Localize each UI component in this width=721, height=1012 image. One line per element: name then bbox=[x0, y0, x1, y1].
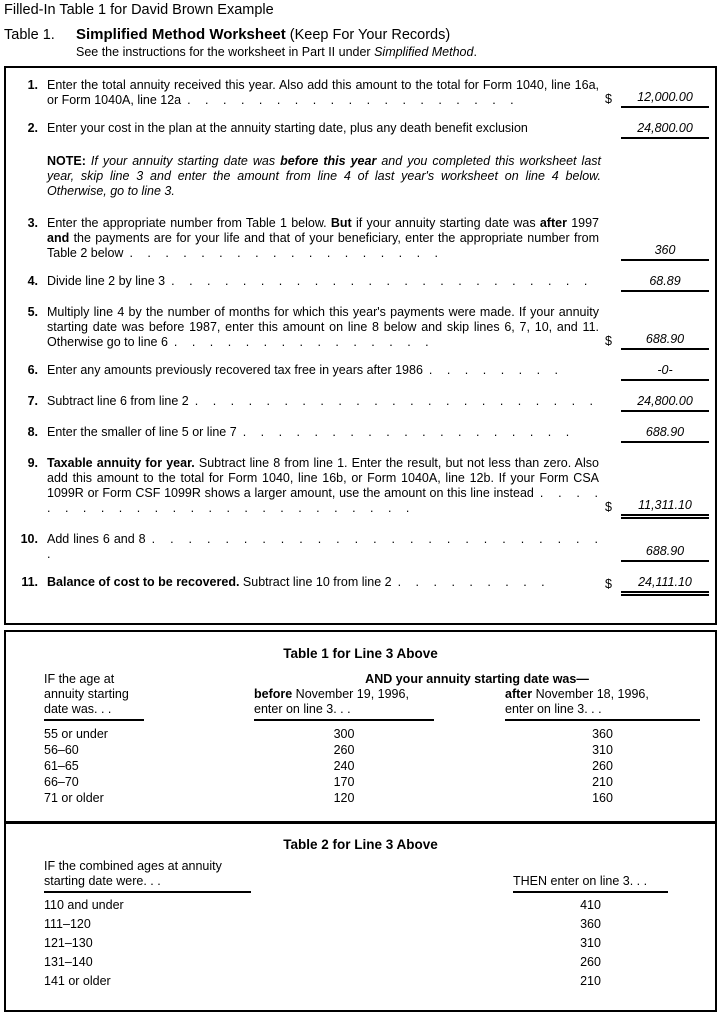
worksheet-subtitle: See the instructions for the worksheet in Part II under Simplified Method. bbox=[76, 45, 477, 59]
line-number: 8. bbox=[27, 425, 38, 439]
dot-leader: . . . . . . . . . . . . . . . . . . . bbox=[242, 425, 571, 439]
table2-row bbox=[6, 954, 715, 973]
line-text: Enter the smaller of line 5 or line 7 . . . . . . . . . . . . . . . . . . . bbox=[47, 425, 571, 439]
before-value-cell: 300 bbox=[333, 727, 355, 741]
line-text: Taxable annuity for year. Subtract line 8 from line 1. Enter the result, but not less than zero. Also add this amount to the total for Form 1040, line 16b, or Form 1040A, line 12b. If your Form CSA 1099R or Form CSF 1099R shows a larger amount, use the amount on this line instead . . . . . . . . . . . . . . . . . . . . . . . . . bbox=[47, 456, 599, 515]
line-amount bbox=[605, 332, 709, 350]
worksheet-line-9 bbox=[14, 456, 709, 516]
ages-cell: 111–120 bbox=[44, 917, 91, 931]
line-number: 11. bbox=[21, 575, 38, 589]
age-cell: 66–70 bbox=[44, 775, 79, 789]
table2-row bbox=[6, 916, 715, 935]
line3-value-cell: 260 bbox=[580, 955, 601, 969]
dot-leader: . . . . . . . . . . . . . . . . . . . . . . . bbox=[194, 394, 595, 408]
note-text: NOTE: If your annuity starting date was before this year and you completed this worksheet last year, skip line 3 and enter the amount from line 4 of last year's worksheet on line 4 below. Otherwise, go to line 3. bbox=[47, 154, 601, 198]
line-number bbox=[14, 154, 38, 199]
line-text: Add lines 6 and 8 . . . . . . . . . . . . . . . . . . . . . . . . . . bbox=[47, 532, 599, 561]
worksheet-line-10 bbox=[14, 532, 709, 562]
worksheet-line-8 bbox=[14, 425, 709, 443]
table2-rows bbox=[6, 897, 715, 992]
dot-leader: . . . . . . . . . . . . . . . . . . . . . . . . . . bbox=[47, 532, 599, 561]
line-amount bbox=[605, 363, 709, 381]
amount-value: 688.90 bbox=[645, 332, 685, 346]
after-value-cell: 260 bbox=[592, 759, 613, 773]
dollar-sign bbox=[605, 291, 621, 292]
amount-value: 12,000.00 bbox=[637, 90, 693, 104]
page-title: Filled-In Table 1 for David Brown Example bbox=[4, 2, 274, 18]
worksheet-line-3 bbox=[14, 216, 709, 261]
line3-value-cell: 410 bbox=[580, 898, 601, 912]
dot-leader: . . . . . . . . . . . . . . . . . . . bbox=[187, 93, 515, 107]
amount-underline bbox=[621, 90, 709, 108]
worksheet-line-11 bbox=[14, 575, 709, 593]
dollar-sign: $ bbox=[605, 577, 612, 591]
dollar-sign bbox=[605, 138, 621, 139]
line-amount bbox=[605, 544, 709, 562]
dollar-sign bbox=[605, 561, 621, 562]
left-header-underline: date was. . . bbox=[44, 702, 144, 721]
age-cell: 55 or under bbox=[44, 727, 108, 741]
amount-underline bbox=[621, 498, 709, 516]
before-value-cell: 170 bbox=[333, 775, 355, 789]
dollar-sign: $ bbox=[605, 334, 612, 348]
line-text: Subtract line 6 from line 2 . . . . . . . . . . . . . . . . . . . . . . . bbox=[47, 394, 595, 408]
age-cell: 71 or older bbox=[44, 791, 104, 805]
line-number: 7. bbox=[27, 394, 38, 408]
line-number: 3. bbox=[27, 216, 38, 230]
amount-value: 24,800.00 bbox=[637, 121, 693, 135]
table2-left-header: IF the combined ages at annuity starting date were. . . bbox=[44, 859, 513, 893]
table1-left-header: IF the age at annuity starting date was. . . bbox=[44, 672, 254, 721]
worksheet-line-7 bbox=[14, 394, 709, 412]
amount-underline bbox=[621, 425, 709, 443]
line-amount bbox=[605, 243, 709, 261]
worksheet-line-6 bbox=[14, 363, 709, 381]
table1-right-header bbox=[254, 672, 700, 721]
left-header-underline: starting date were. . . bbox=[44, 874, 251, 893]
dot-leader: . . . . . . . . . . . . . . . . . . . . . . . . bbox=[171, 274, 589, 288]
line-amount bbox=[605, 498, 709, 516]
worksheet-line-1 bbox=[14, 78, 709, 108]
table1-header bbox=[6, 672, 715, 721]
amount-underline bbox=[621, 363, 709, 381]
dot-leader: . . . . . . . . . bbox=[397, 575, 546, 589]
amount-value: 68.89 bbox=[649, 274, 681, 288]
ages-cell: 110 and under bbox=[44, 898, 124, 912]
age-cell: 61–65 bbox=[44, 759, 79, 773]
after-value-cell: 360 bbox=[592, 727, 613, 741]
amount-value: 688.90 bbox=[645, 425, 685, 439]
table2-row bbox=[6, 897, 715, 916]
dollar-sign bbox=[605, 260, 621, 261]
line-text: Divide line 2 by line 3 . . . . . . . . . . . . . . . . . . . . . . . . bbox=[47, 274, 589, 288]
line-amount bbox=[605, 90, 709, 108]
table2-title: Table 2 for Line 3 Above bbox=[283, 837, 438, 852]
table1-before-header: before November 19, 1996, enter on line 3. . . bbox=[254, 687, 434, 721]
line-number: 4. bbox=[27, 274, 38, 288]
before-value-cell: 240 bbox=[333, 759, 355, 773]
table1-rows bbox=[6, 726, 715, 806]
worksheet-note bbox=[14, 154, 709, 199]
amount-value: 360 bbox=[654, 243, 676, 257]
dot-leader: . . . . . . . . bbox=[428, 363, 559, 377]
table1-title: Table 1 for Line 3 Above bbox=[283, 646, 438, 661]
amount-value: 688.90 bbox=[645, 544, 685, 558]
worksheet-title: Simplified Method Worksheet bbox=[76, 26, 286, 43]
table-label: Table 1. bbox=[4, 27, 55, 43]
table1-span-header: AND your annuity starting date was— bbox=[365, 672, 589, 686]
amount-underline bbox=[621, 243, 709, 261]
amount-underline bbox=[621, 575, 709, 593]
table2-row bbox=[6, 935, 715, 954]
dollar-sign: $ bbox=[605, 92, 612, 106]
after-value-cell: 210 bbox=[592, 775, 613, 789]
worksheet-caption bbox=[4, 26, 717, 60]
line-text: Multiply line 4 by the number of months for which this year's payments were made. If your annuity starting date was before 1987, enter this amount on line 8 below and skip lines 6, 7, 10, and 11. Otherwise go to line 6 . . . . . . . . . . . . . . . bbox=[47, 305, 599, 349]
line-amount bbox=[605, 121, 709, 139]
table2-section bbox=[6, 824, 715, 1010]
amount-underline bbox=[621, 332, 709, 350]
line-text: Balance of cost to be recovered. Subtract line 10 from line 2 . . . . . . . . . bbox=[47, 575, 546, 589]
table2-row bbox=[6, 973, 715, 992]
dot-leader: . . . . . . . . . . . . . . . bbox=[173, 335, 430, 349]
table1-row bbox=[6, 742, 715, 758]
line-text: Enter your cost in the plan at the annuity starting date, plus any death benefit exclusion bbox=[47, 121, 528, 135]
line-amount bbox=[605, 575, 709, 593]
worksheet-box bbox=[4, 66, 717, 625]
table1-after-header: after November 18, 1996, enter on line 3. . . bbox=[505, 687, 700, 721]
worksheet-line-2 bbox=[14, 121, 709, 139]
amount-value: -0- bbox=[657, 363, 673, 377]
table1-row bbox=[6, 790, 715, 806]
caption-title-line bbox=[76, 26, 477, 44]
dollar-sign: $ bbox=[605, 500, 612, 514]
dollar-sign bbox=[605, 442, 621, 443]
table2-header bbox=[6, 859, 715, 893]
line-number: 5. bbox=[27, 305, 38, 319]
line-number: 1. bbox=[27, 78, 38, 92]
dollar-sign bbox=[605, 411, 621, 412]
dot-leader: . . . . . . . . . . . . . . . . . . . . . . . . . bbox=[47, 486, 599, 515]
age-cell: 56–60 bbox=[44, 743, 79, 757]
line-text: Enter the appropriate number from Table 1 below. But if your annuity starting date was after 1997 and the payments are for your life and that of your beneficiary, enter the appropriate number from Table 2 below . . . . . . . . . . . . . . . . . . bbox=[47, 216, 600, 260]
line-number: 9. bbox=[27, 456, 38, 470]
table1-section bbox=[6, 632, 715, 821]
after-value-cell: 160 bbox=[592, 791, 613, 805]
ages-cell: 131–140 bbox=[44, 955, 93, 969]
worksheet-line-4 bbox=[14, 274, 709, 292]
amount-underline bbox=[621, 544, 709, 562]
before-value-cell: 120 bbox=[333, 791, 355, 805]
after-value-cell: 310 bbox=[592, 743, 613, 757]
table1-subheaders bbox=[254, 687, 700, 721]
line-number: 6. bbox=[27, 363, 38, 377]
amount-value: 24,111.10 bbox=[638, 575, 692, 589]
amount-value: 24,800.00 bbox=[637, 394, 693, 408]
table1-row bbox=[6, 726, 715, 742]
caption-main bbox=[76, 26, 477, 60]
dot-leader: . . . . . . . . . . . . . . . . . . bbox=[129, 246, 440, 260]
worksheet-line-5 bbox=[14, 305, 709, 350]
line-number: 2. bbox=[27, 121, 38, 135]
amount-value: 11,311.10 bbox=[638, 498, 692, 512]
line3-value-cell: 210 bbox=[580, 974, 601, 988]
ages-cell: 121–130 bbox=[44, 936, 93, 950]
table1-row bbox=[6, 758, 715, 774]
amount-underline bbox=[621, 274, 709, 292]
table1-row bbox=[6, 774, 715, 790]
line-text: Enter any amounts previously recovered tax free in years after 1986 . . . . . . . . bbox=[47, 363, 559, 377]
line-text: Enter the total annuity received this year. Also add this amount to the total for Form 1040, line 16a, or Form 1040A, line 12a . . . . . . . . . . . . . . . . . . . bbox=[47, 78, 599, 107]
line-amount bbox=[605, 394, 709, 412]
tables-box bbox=[4, 630, 717, 1012]
ages-cell: 141 or older bbox=[44, 974, 111, 988]
worksheet-title-suffix: (Keep For Your Records) bbox=[285, 27, 451, 43]
dollar-sign bbox=[605, 380, 621, 381]
line-number: 10. bbox=[20, 532, 38, 546]
line-amount bbox=[605, 425, 709, 443]
table2-right-header: THEN enter on line 3. . . bbox=[513, 874, 668, 893]
line3-value-cell: 310 bbox=[580, 936, 601, 950]
line-amount bbox=[605, 274, 709, 292]
before-value-cell: 260 bbox=[333, 743, 355, 757]
line3-value-cell: 360 bbox=[580, 917, 601, 931]
amount-underline bbox=[621, 394, 709, 412]
amount-underline bbox=[621, 121, 709, 139]
